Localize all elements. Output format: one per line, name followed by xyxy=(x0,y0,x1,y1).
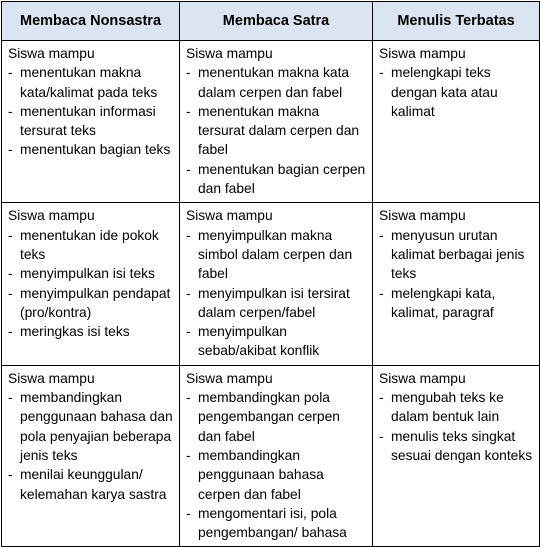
cell-membaca-nonsastra xyxy=(2,203,180,365)
list-item: - menentukan ide pokok teks xyxy=(8,226,173,265)
cell-menulis-terbatas xyxy=(373,365,540,547)
header-menulis-terbatas: Menulis Terbatas xyxy=(373,2,540,41)
cell-membaca-nonsastra xyxy=(2,41,180,203)
list-item: - menyimpulkan pendapat (pro/kontra) xyxy=(8,284,173,323)
competency-list xyxy=(8,388,173,504)
header-membaca-nonsastra: Membaca Nonsastra xyxy=(2,2,180,41)
cell-membaca-nonsastra xyxy=(2,365,180,547)
competency-list xyxy=(379,388,533,465)
competency-list xyxy=(186,63,366,198)
list-item: - menyimpulkan sebab/akibat konflik xyxy=(186,322,366,361)
list-item: - mengubah teks ke dalam bentuk lain xyxy=(379,388,533,427)
list-item: - melengkapi kata, kalimat, paragraf xyxy=(379,284,533,323)
competency-table xyxy=(1,1,540,547)
header-row xyxy=(2,2,540,41)
cell-menulis-terbatas xyxy=(373,41,540,203)
list-item: - membandingkan penggunaan bahasa dan pola penyajian beberapa jenis teks xyxy=(8,388,173,465)
competency-list xyxy=(379,226,533,322)
list-item: - menilai keunggulan/ kelemahan karya sastra xyxy=(8,465,173,504)
competency-list xyxy=(186,226,366,361)
cell-intro: Siswa mampu xyxy=(379,208,466,224)
list-item: - menentukan informasi tersurat teks xyxy=(8,102,173,141)
list-item: - menyusun urutan kalimat berbagai jenis teks xyxy=(379,226,533,284)
list-item: - mengomentari isi, pola pengembangan/ bahasa xyxy=(186,504,366,543)
table-row xyxy=(2,203,540,365)
list-item: - menyimpulkan isi teks xyxy=(8,264,173,283)
cell-intro: Siswa mampu xyxy=(186,46,273,61)
list-item: - menentukan bagian teks xyxy=(8,140,173,159)
list-item: - menentukan bagian cerpen dan fabel xyxy=(186,160,366,199)
list-item: - menulis teks singkat sesuai dengan konteks xyxy=(379,427,533,466)
competency-list xyxy=(186,388,366,542)
list-item: - melengkapi teks dengan kata atau kalimat xyxy=(379,63,533,121)
list-item: - membandingkan penggunaan bahasa cerpen dan fabel xyxy=(186,446,366,504)
cell-intro: Siswa mampu xyxy=(379,370,466,386)
competency-list xyxy=(379,63,533,121)
cell-intro: Siswa mampu xyxy=(8,370,95,386)
table-row xyxy=(2,365,540,547)
cell-intro: Siswa mampu xyxy=(8,46,95,61)
table-row xyxy=(2,41,540,203)
cell-intro: Siswa mampu xyxy=(379,46,466,61)
list-item: - membandingkan pola pengembangan cerpen dan fabel xyxy=(186,388,366,446)
cell-membaca-satra xyxy=(180,41,373,203)
list-item: - menentukan makna kata/kalimat pada teks xyxy=(8,63,173,102)
list-item: - meringkas isi teks xyxy=(8,322,173,341)
list-item: - menentukan makna tersurat dalam cerpen dan fabel xyxy=(186,102,366,160)
competency-list xyxy=(8,63,173,159)
cell-menulis-terbatas xyxy=(373,203,540,365)
cell-membaca-satra xyxy=(180,365,373,547)
cell-membaca-satra xyxy=(180,203,373,365)
list-item: - menyimpulkan makna simbol dalam cerpen dan fabel xyxy=(186,226,366,284)
header-membaca-satra: Membaca Satra xyxy=(180,2,373,41)
list-item: - menyimpulkan isi tersirat dalam cerpen/fabel xyxy=(186,284,366,323)
cell-intro: Siswa mampu xyxy=(186,208,273,224)
competency-list xyxy=(8,226,173,342)
cell-intro: Siswa mampu xyxy=(186,370,273,386)
list-item: - menentukan makna kata dalam cerpen dan fabel xyxy=(186,63,366,102)
cell-intro: Siswa mampu xyxy=(8,208,95,224)
